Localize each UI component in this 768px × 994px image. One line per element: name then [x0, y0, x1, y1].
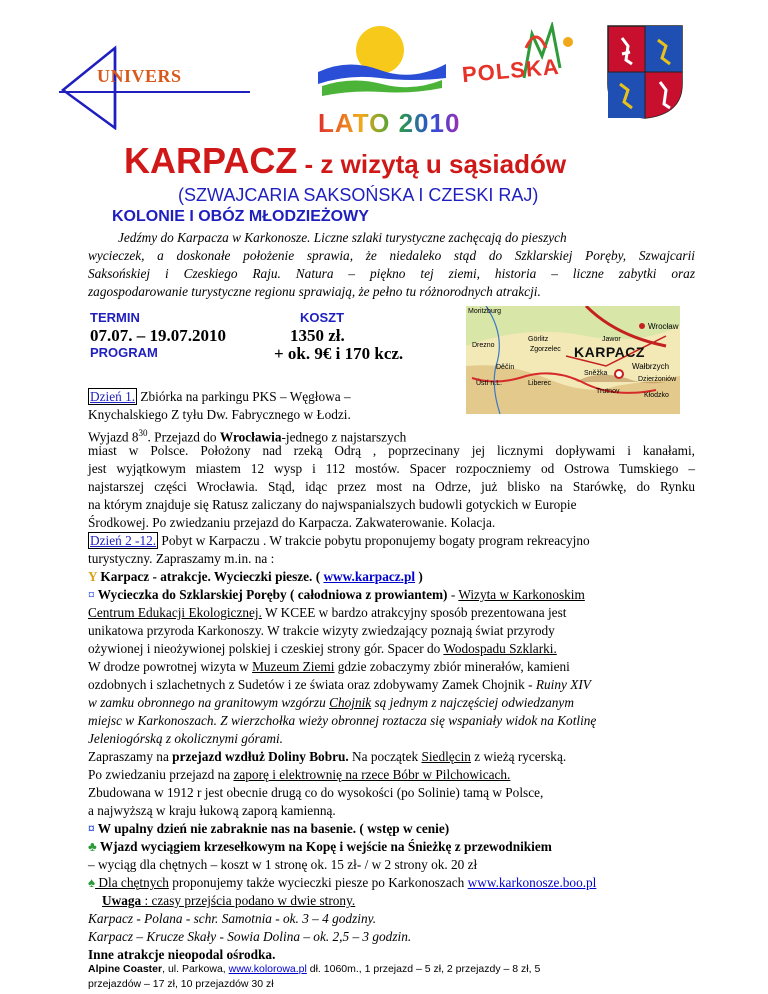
day2-text-11d: z wieżą rycerską.	[470, 749, 567, 764]
szklarska-dash: -	[447, 587, 459, 602]
page-title-main: KARPACZ	[124, 140, 298, 181]
trail-2: Karpacz – Krucze Skały - Sowia Dolina – ok. 2,5 – 3 godzin.	[88, 929, 412, 944]
intro-line-3: Saksońskiej i Czeskiego Raju. Natura – piękno tej ziemi, historia – liczne zabytki oraz	[88, 266, 695, 281]
day1-line-6: najstarszej części Wrocławia. Stąd, idąc przez most na Odrze, już blisko na Starówkę, do Rynku	[88, 479, 695, 494]
dla-chetnych: Dla chętnych	[95, 875, 169, 890]
polska-logo	[460, 22, 590, 107]
uwaga-label: Uwaga	[102, 893, 142, 908]
intro-line-2: wycieczek, a doskonałe położenie sprawia, że niedaleko stąd do Szklarskiej Poręby, Szwajcarii	[88, 248, 695, 263]
day2-text-6b: gdzie zobaczymy zbiór minerałów, kamieni	[334, 659, 570, 674]
day2-text-3b: W KCEE w bardzo atrakcyjny sposób prezentowana jest	[261, 605, 567, 620]
day2-line-3	[88, 604, 566, 622]
day2-text-6a: W drodze powrotnej wizyta w	[88, 659, 253, 674]
day2-line-5	[88, 640, 557, 658]
karkonosze-link[interactable]: www.karkonosze.boo.pl	[467, 875, 597, 890]
termin-label: TERMIN	[90, 310, 140, 325]
day2-bullet-szklarska	[88, 586, 585, 604]
day1-text-1: Zbiórka na parkingu PKS – Węgłowa –	[137, 389, 351, 404]
day2-text-7a: ozdobnych i szlachetnych z Sudetów i ze świata oraz zdobywamy Zamek Chojnik -	[88, 677, 536, 692]
day1-line-2: Knychalskiego Z tyłu Dw. Fabrycznego w Łodzi.	[88, 407, 351, 422]
dolina-bobru: przejazd wzdłuż Doliny Bobru.	[172, 749, 349, 764]
basen-text: W upalny dzień nie zabraknie nas na basenie. ( wstęp w cenie)	[94, 821, 450, 836]
uwaga-line	[102, 892, 355, 910]
region-map	[466, 306, 680, 414]
intro-line-1: Jedźmy do Karpacza w Karkonosze. Liczne szlaki turystyczne zachęcają do pieszych	[118, 230, 567, 245]
map-place-usti: Ústí n.L.	[476, 380, 503, 387]
day2-bullet-chetni	[88, 874, 596, 892]
kcee-visit-link: Wizyta w Karkonoskim	[458, 587, 585, 602]
alpine-address: , ul. Parkowa,	[162, 963, 229, 975]
trail-1: Karpacz - Polana - schr. Samotnia - ok. 3 – 4 godziny.	[88, 911, 377, 926]
siedlecin: Siedlęcin	[421, 749, 471, 764]
day2-line-13: Zbudowana w 1912 r jest obecnie drugą co do wysokości (po Solinie) tamą w Polsce,	[88, 785, 544, 800]
univers-logo	[55, 40, 255, 130]
day1-line-8: Środkowej. Po zwiedzaniu przejazd do Karpacza. Zakwaterowanie. Kolacja.	[88, 515, 496, 530]
page-title	[124, 140, 566, 182]
day1-time-sup: 30	[138, 428, 148, 438]
karpacz-link[interactable]: www.karpacz.pl	[323, 569, 416, 584]
club-bullet-icon: ♣	[88, 839, 97, 854]
alpine-coaster-name: Alpine Coaster	[88, 963, 163, 975]
map-place-dzierzoniow: Dzierżoniów	[638, 376, 677, 383]
currency-bullet-icon: ¤	[88, 587, 95, 602]
day1-wroclaw: Wrocławia	[219, 429, 282, 445]
kolorowa-link[interactable]: www.kolorowa.pl	[228, 963, 307, 975]
program-label: PROGRAM	[90, 345, 158, 360]
koszt-value-2: + ok. 9€ i 170 kcz.	[274, 344, 404, 363]
day1-tag: Dzień 1.	[90, 389, 136, 404]
alpine-prices: dł. 1060m., 1 przejazd – 5 zł, 2 przejazdy – 8 zł, 5	[306, 963, 541, 975]
day2-text-8: w zamku obronnego na granitowym wzgórzu	[88, 695, 330, 710]
intro-line-4: zagospodarowanie turystyczne regionu sprawiają, że pełno tu różnorodnych atrakcji.	[88, 284, 541, 299]
day2-line-7	[88, 676, 591, 694]
day2-text-1: Pobyt w Karpaczu . W trakcie pobytu proponujemy bogaty program rekreacyjno	[158, 533, 590, 548]
day2-line-9: miejsc w Karkonoszach. Z wierzchołka wieży obronnej roztacza się wspaniały widok na Kotlinę	[88, 713, 597, 728]
map-place-wroclaw: Wrocław	[648, 322, 679, 331]
day1-text-3a: Wyjazd 8	[88, 429, 139, 445]
spade-bullet-icon: ♠	[88, 875, 96, 890]
map-place-jawor: Jawor	[602, 336, 621, 343]
czech-coat-of-arms	[606, 24, 684, 120]
day2-line-10: Jeleniogórską z okolicznymi górami.	[88, 731, 283, 746]
koszt-value-1: 1350 zł.	[290, 326, 345, 345]
day2-text-11c: Na początek	[348, 749, 422, 764]
day2-line-11	[88, 748, 566, 766]
kcee-name: Centrum Edukacji Ekologicznej.	[88, 605, 262, 620]
day2-line-14: a najwyższą w kraju łukową zaporą kamienną.	[88, 803, 336, 818]
day2-text-12a: Po zwiedzaniu przejazd na	[88, 767, 234, 782]
page-title-rest: - z wizytą u sąsiadów	[297, 149, 567, 179]
alpine-line-1	[88, 962, 540, 977]
day2-text-5: ożywionej i nieożywionej polskiej i czeskiej strony gór. Spacer do	[88, 641, 444, 656]
szklarska-heading: Wycieczka do Szklarskiej Poręby ( całodniowa z prowiantem)	[94, 587, 448, 602]
chetni-text: proponujemy także wycieczki piesze po Karkonoszach	[168, 875, 468, 890]
day1-line-5: jest wyjątkowym miastem 12 wysp i 112 mostów. Spacer rozpoczniemy od Ostrowa Tumskiego –	[88, 461, 695, 476]
day2-line-2: turystyczny. Zapraszamy m.in. na :	[88, 551, 275, 566]
univers-logo-text: UNIVERS	[97, 66, 182, 86]
map-place-decin: Děčín	[496, 364, 515, 371]
day2-line-6	[88, 658, 570, 676]
map-place-drezno: Drezno	[472, 342, 495, 349]
map-place-liberec: Liberec	[528, 380, 551, 387]
day2-line-8	[88, 694, 574, 712]
termin-value: 07.07. – 19.07.2010	[90, 326, 226, 345]
alpine-line-2: przejazdów – 17 zł, 10 przejazdów 30 zł	[88, 978, 274, 990]
day2-line-1	[88, 532, 590, 550]
map-place-moritzburg: Moritzburg	[468, 308, 502, 315]
day2-karpacz-end: )	[415, 569, 423, 584]
day2-line-12	[88, 766, 510, 784]
y-bullet-icon: Y	[88, 569, 98, 584]
inne-atrakcje-heading: Inne atrakcje nieopodal ośrodka.	[88, 947, 276, 962]
map-place-gorlitz: Görlitz	[528, 336, 549, 343]
zapora-pilchowice: zaporę i elektrownię na rzece Bóbr w Pilchowicach.	[233, 767, 511, 782]
map-place-snezka: Sněžka	[584, 370, 608, 377]
day1-text-3c: -jednego z najstarszych	[281, 429, 407, 445]
day2-bullet-basen	[88, 820, 449, 838]
chojnik: Chojnik	[329, 695, 372, 710]
polska-logo-text: POLSKA	[461, 53, 561, 88]
map-place-zgorzelec: Zgorzelec	[530, 346, 561, 353]
map-place-trutnov: Trutnov	[596, 388, 620, 395]
day2-bullet-karpacz	[88, 568, 423, 586]
day2-line-4: unikatowa przyroda Karkonoszy. W trakcie wizyty zwiedzający poznają świat przyrody	[88, 623, 555, 638]
map-place-walbrzych: Wałbrzych	[632, 362, 670, 371]
day2-bullet-sniezka	[88, 838, 552, 856]
sniezka-text: Wjazd wyciągiem krzesełkowym na Kopę i wejście na Śnieżkę z przewodnikiem	[96, 839, 552, 854]
map-karpacz-label: KARPACZ	[574, 344, 645, 360]
map-place-klodzko: Kłodzko	[644, 392, 669, 399]
day1-line-7: na którym znajduje się Ratusz zaliczany do najwspanialszych budowli gotyckich w Europie	[88, 497, 577, 512]
muzeum-ziemi: Muzeum Ziemi	[252, 659, 335, 674]
wodospad-szklarki: Wodospadu Szklarki.	[443, 641, 557, 656]
day2-karpacz-text: Karpacz - atrakcje. Wycieczki piesze. (	[97, 569, 324, 584]
day2-text-7i: Ruiny XIV	[535, 677, 591, 692]
day1-line-4: miast w Polsce. Położony nad rzeką Odrą , poprzecinany jej licznymi dopływami i kanałami,	[88, 443, 695, 458]
uwaga-text: : czasy przejścia podano w dwie strony.	[141, 893, 356, 908]
lato-2010-title: LATO 2010	[318, 108, 461, 138]
koszt-label: KOSZT	[300, 310, 345, 325]
day2-text-8b: są jednym z najczęściej odwiedzanym	[371, 695, 574, 710]
day2-tag: Dzień 2 -12.	[90, 533, 157, 548]
day1-line-1	[88, 388, 351, 406]
page-subtitle: (SZWAJCARIA SAKSOŃSKA I CZESKI RAJ)	[178, 185, 539, 205]
kolonie-heading: KOLONIE I OBÓZ MŁODZIEŻOWY	[112, 208, 369, 225]
day2-text-11a: Zapraszamy na	[88, 749, 173, 764]
sun-logo	[308, 16, 456, 113]
day1-text-3b: . Przejazd do	[147, 429, 220, 445]
day2-line-15: – wyciąg dla chętnych – koszt w 1 stronę ok. 15 zł- / w 2 strony ok. 20 zł	[88, 857, 478, 872]
currency-bullet-icon-2: ¤	[88, 821, 95, 836]
